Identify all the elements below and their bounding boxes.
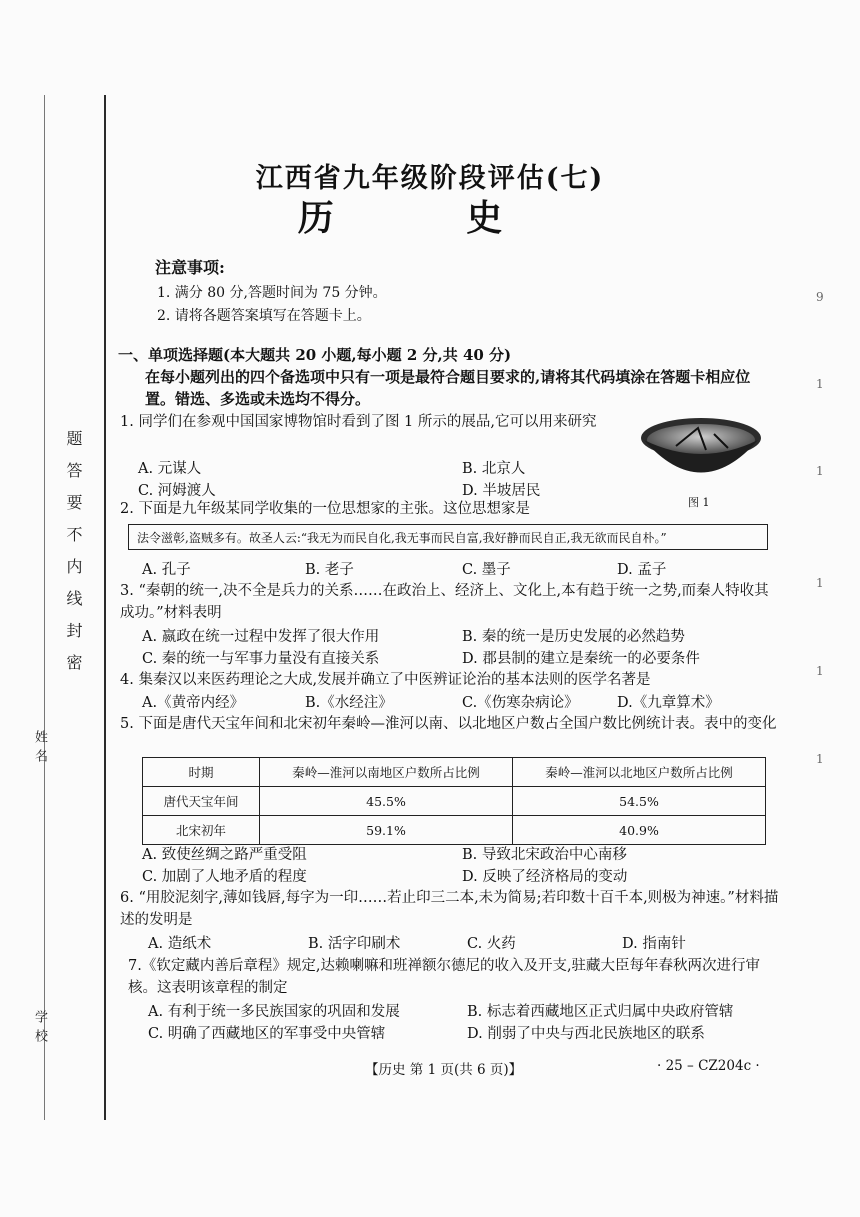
edge-mark: 1	[816, 576, 824, 590]
q1-option-d: D. 半坡居民	[462, 483, 541, 499]
table-cell: 54.5%	[513, 787, 766, 816]
section-title: 一、单项选择题(本大题共 20 小题,每小题 2 分,共 40 分)	[118, 346, 512, 364]
question-7-stem: 7.《钦定藏内善后章程》规定,达赖喇嘛和班禅额尔德尼的收入及开支,驻藏大臣每年春秋两次进行审核。这表明该章程的制定	[128, 958, 761, 996]
subject-title: 历 史	[297, 197, 563, 239]
question-5-stem: 5. 下面是唐代天宝年间和北宋初年秦岭—淮河以南、以北地区户数占全国户数比例统计表。表中的变化	[120, 716, 777, 732]
q4-option-c: C.《伤寒杂病论》	[462, 695, 579, 711]
q6-option-d: D. 指南针	[622, 936, 686, 952]
q5-option-c: C. 加剧了人地矛盾的程度	[142, 869, 307, 885]
question-1-stem: 1. 同学们在参观中国国家博物馆时看到了图 1 所示的展品,它可以用来研究	[120, 414, 597, 430]
q5-option-d: D. 反映了经济格局的变动	[462, 869, 628, 885]
notes-heading: 注意事项:	[155, 258, 225, 277]
binding-name-label: 姓名	[32, 730, 47, 768]
question-6-stem: 6. “用胶泥刻字,薄如钱唇,每字为一印……若止印三二本,未为简易;若印数十百千本,则极为神速。”材料描述的发明是	[120, 890, 779, 928]
q6-option-c: C. 火药	[467, 936, 516, 952]
q4-option-a: A.《黄帝内经》	[142, 695, 245, 711]
table-row	[143, 787, 766, 816]
table-cell: 北宋初年	[143, 816, 260, 845]
table-row	[143, 816, 766, 845]
table-header: 时期	[143, 758, 260, 787]
q7-option-c: C. 明确了西藏地区的军事受中央管辖	[148, 1026, 386, 1042]
binding-warning-text: 题答要不内线封密	[64, 430, 83, 686]
binding-school-label: 学校	[32, 1010, 47, 1048]
page-footer: 【历史 第 1 页(共 6 页)】	[365, 1062, 523, 1078]
note-item: 1. 满分 80 分,答题时间为 75 分钟。	[157, 285, 387, 301]
q5-option-b: B. 导致北宋政治中心南移	[462, 847, 627, 863]
q6-option-a: A. 造纸术	[148, 936, 212, 952]
pottery-bowl-image	[636, 410, 766, 490]
question-3-stem: 3. “秦朝的统一,决不全是兵力的关系……在政治上、经济上、文化上,本有趋于统一之势,而秦人特收其成功。”材料表明	[120, 583, 769, 621]
q2-option-d: D. 孟子	[617, 562, 667, 578]
edge-mark: 1	[816, 464, 824, 478]
note-item: 2. 请将各题答案填写在答题卡上。	[157, 308, 371, 324]
q4-option-b: B.《水经注》	[305, 695, 393, 711]
q2-option-c: C. 墨子	[462, 562, 511, 578]
table-cell: 59.1%	[260, 816, 513, 845]
edge-mark: 9	[816, 290, 824, 304]
edge-mark: 1	[816, 752, 824, 766]
q7-option-b: B. 标志着西藏地区正式归属中央政府管辖	[467, 1004, 734, 1020]
question-2-stem: 2. 下面是九年级某同学收集的一位思想家的主张。这位思想家是	[120, 501, 530, 517]
q7-option-d: D. 削弱了中央与西北民族地区的联系	[467, 1026, 705, 1042]
edge-mark: 1	[816, 664, 824, 678]
exam-code: · 25 – CZ204c ·	[657, 1058, 760, 1074]
figure-1-caption: 图 1	[688, 496, 710, 509]
question-4-stem: 4. 集秦汉以来医药理论之大成,发展并确立了中医辨证论治的基本法则的医学名著是	[120, 672, 651, 688]
household-ratio-table	[142, 757, 766, 845]
table-header-row	[143, 758, 766, 787]
table-cell: 40.9%	[513, 816, 766, 845]
q2-quote-box: 法令滋彰,盗贼多有。故圣人云:“我无为而民自化,我无事而民自富,我好静而民自正,我无欲而民自朴。”	[128, 524, 768, 550]
table-header: 秦岭—淮河以南地区户数所占比例	[260, 758, 513, 787]
q3-option-d: D. 郡县制的建立是秦统一的必要条件	[462, 651, 700, 667]
q1-option-c: C. 河姆渡人	[138, 483, 216, 499]
q2-option-a: A. 孔子	[142, 562, 191, 578]
q3-option-a: A. 嬴政在统一过程中发挥了很大作用	[142, 629, 380, 645]
q1-option-b: B. 北京人	[462, 461, 526, 477]
q4-option-d: D.《九章算术》	[617, 695, 720, 711]
q2-option-b: B. 老子	[305, 562, 354, 578]
section-description: 在每小题列出的四个备选项中只有一项是最符合题目要求的,请将其代码填涂在答题卡相应位置。错选、多选或未选均不得分。	[145, 368, 751, 408]
table-cell: 45.5%	[260, 787, 513, 816]
table-header: 秦岭—淮河以北地区户数所占比例	[513, 758, 766, 787]
exam-title: 江西省九年级阶段评估(七)	[255, 163, 605, 194]
q5-option-a: A. 致使丝绸之路严重受阻	[142, 847, 307, 863]
binding-border-outer	[44, 95, 45, 1120]
table-cell: 唐代天宝年间	[143, 787, 260, 816]
q3-option-c: C. 秦的统一与军事力量没有直接关系	[142, 651, 380, 667]
q6-option-b: B. 活字印刷术	[308, 936, 401, 952]
q3-option-b: B. 秦的统一是历史发展的必然趋势	[462, 629, 685, 645]
q7-option-a: A. 有利于统一多民族国家的巩固和发展	[148, 1004, 400, 1020]
edge-mark: 1	[816, 377, 824, 391]
binding-border-inner	[104, 95, 106, 1120]
q1-option-a: A. 元谋人	[138, 461, 202, 477]
